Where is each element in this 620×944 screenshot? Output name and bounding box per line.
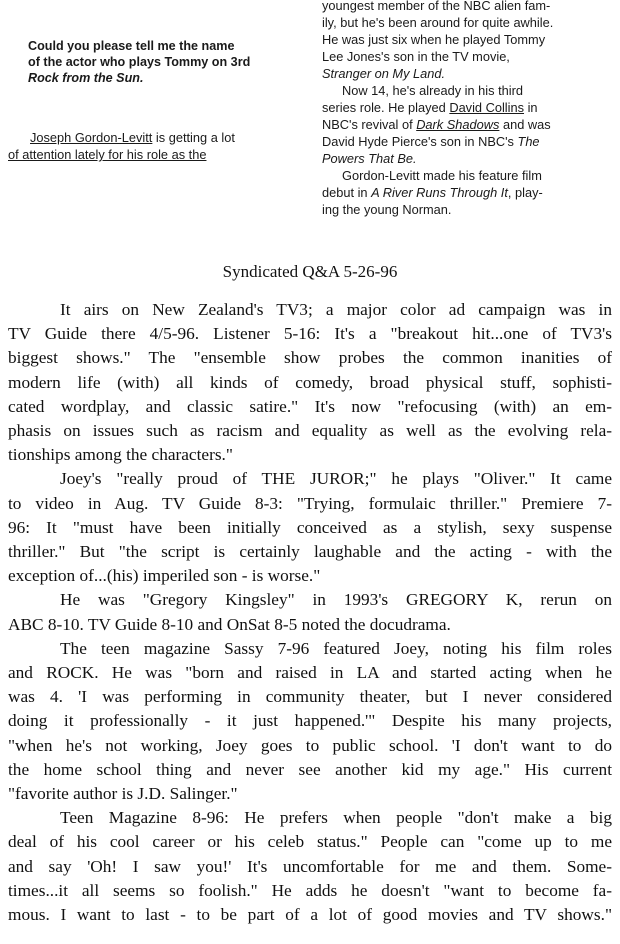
answer-line: Joseph Gordon-Levitt is getting a lot (30, 130, 235, 145)
text-line: times...it all seems so foolish." He adds he doesn't "want to become fa- (8, 880, 612, 900)
text-line: "when he's not working, Joey goes to public school. 'I don't want to do (8, 735, 612, 755)
clipping-answer-column (322, 0, 614, 218)
text-line: TV Guide there 4/5-96. Listener 5-16: It's a "breakout hit...one of TV3's (8, 324, 612, 344)
answer-line: ing the young Norman. (322, 202, 452, 217)
page-heading: Syndicated Q&A 5-26-96 (222, 262, 398, 281)
question-line: Could you please tell me the name (28, 39, 235, 53)
paragraph (8, 588, 612, 636)
question-line: Rock from the Sun. (28, 71, 144, 85)
text-line: phasis on issues such as racism and equality as well as the evolving rela- (8, 421, 612, 441)
paragraph (8, 806, 612, 927)
text-line: to video in Aug. TV Guide 8-3: "Trying, formulaic thriller." Premiere 7- (8, 493, 612, 513)
text-line: The teen magazine Sassy 7-96 featured Joey, noting his film roles (60, 638, 612, 658)
question-line: of the actor who plays Tommy on 3rd (28, 55, 251, 69)
text-line: exception of...(his) imperiled son - is worse." (8, 566, 321, 586)
text-line: and ROCK. He was "born and raised in LA and started acting when he (8, 663, 612, 683)
text-line: He was "Gregory Kingsley" in 1993's GREGORY K, rerun on (60, 590, 612, 610)
text-line: modern life (with) all kinds of comedy, broad physical stuff, sophisti- (8, 372, 612, 392)
text-line: mous. I want to last - to be part of a lot of good movies and TV shows." (8, 905, 612, 925)
text-line: tionships among the characters." (8, 445, 233, 465)
text-line: deal of his cool career or his celeb status." People can "come up to me (8, 832, 612, 852)
answer-line: Gordon-Levitt made his feature film (342, 168, 542, 183)
text-line: Joey's "really proud of THE JUROR;" he plays "Oliver." It came (60, 469, 612, 489)
text-line: was 4. 'I was performing in community theater, but I never considered (8, 687, 612, 707)
answer-line: ily, but he's been around for quite awhile. (322, 15, 554, 30)
text-line: the home school thing and never see another kid my age." His current (8, 759, 612, 779)
answer-line: youngest member of the NBC alien fam- (322, 0, 551, 13)
answer-line: He was just six when he played Tommy (322, 32, 546, 47)
text-line: Teen Magazine 8-96: He prefers when people "don't make a big (60, 808, 612, 828)
answer-line: David Hyde Pierce's son in NBC's The (322, 134, 540, 149)
clipping-question (28, 38, 318, 86)
answer-line: Lee Jones's son in the TV movie, (322, 49, 510, 64)
text-line: "favorite author is J.D. Salinger." (8, 784, 238, 804)
text-line: It airs on New Zealand's TV3; a major color ad campaign was in (60, 300, 612, 319)
paragraph (8, 637, 612, 806)
actor-name: Joseph Gordon-Levitt (30, 130, 153, 145)
text-line: cated wordplay, and classic satire." It's now "refocusing (with) an em- (8, 396, 612, 416)
answer-line: Stranger on My Land. (322, 66, 446, 81)
answer-line: series role. He played David Collins in (322, 100, 538, 115)
text-line: biggest shows." The "ensemble show probes the common inanities of (8, 348, 612, 368)
answer-line: Powers That Be. (322, 151, 417, 166)
body-text (8, 298, 612, 927)
text-line: doing it professionally - it just happened.'" Despite his many projects, (8, 711, 612, 731)
paragraph (8, 467, 612, 588)
answer-line: Now 14, he's already in his third (342, 83, 523, 98)
clipping-answer-start (8, 129, 308, 163)
text-line: thriller." But "the script is certainly laughable and the acting - with the (8, 542, 612, 562)
answer-line: debut in A River Runs Through It, play- (322, 185, 543, 200)
text-line: 96: It "must have been initially conceived as a stylish, sexy suspense (8, 517, 612, 537)
answer-line: NBC's revival of Dark Shadows and was (322, 117, 551, 132)
paragraph (8, 298, 612, 467)
answer-line: of attention lately for his role as the (8, 147, 207, 162)
text-line: ABC 8-10. TV Guide 8-10 and OnSat 8-5 noted the docudrama. (8, 614, 451, 634)
text-line: and say 'Oh! I saw you!' It's uncomfortable for me and them. Some- (8, 856, 612, 876)
